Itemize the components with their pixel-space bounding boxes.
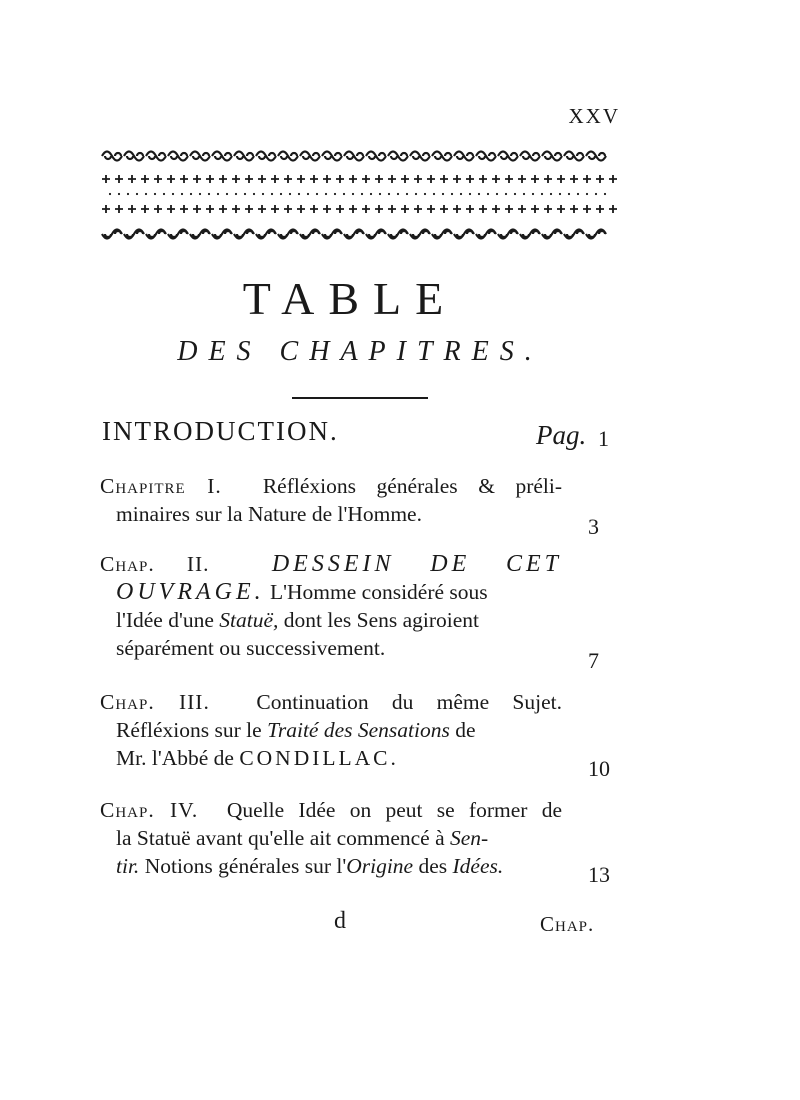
ornament-scroll <box>366 152 386 161</box>
ornament-dot <box>433 193 435 195</box>
ornament-scroll <box>234 230 254 239</box>
ornament-scroll <box>190 230 210 239</box>
ornament-cross <box>440 175 448 183</box>
ornament-dot <box>208 193 210 195</box>
ornament-cross <box>544 205 552 213</box>
ornament-cross <box>583 205 591 213</box>
chapter-line <box>100 716 562 744</box>
title-rule <box>292 397 428 399</box>
chapter-line <box>100 688 562 716</box>
ornament-cross <box>466 175 474 183</box>
ornament-dot <box>514 193 516 195</box>
ornament-cross <box>128 205 136 213</box>
ornament-scroll <box>388 152 408 161</box>
ornament-dot <box>424 193 426 195</box>
ornament-dot <box>307 193 309 195</box>
ornament-dot <box>226 193 228 195</box>
ornament-cross <box>518 205 526 213</box>
ornament-dot <box>541 193 543 195</box>
ornament-dot <box>217 193 219 195</box>
chapter-text: OUVRAGE. <box>116 579 265 605</box>
chapter-text: de <box>455 718 476 742</box>
ornament-cross <box>544 175 552 183</box>
ornament-cross <box>206 205 214 213</box>
ornament-cross <box>583 175 591 183</box>
ornament-scroll <box>432 230 452 239</box>
ornament-cross <box>310 205 318 213</box>
ornament-scroll <box>190 152 210 161</box>
ornament-cross <box>596 205 604 213</box>
ornament-dot <box>154 193 156 195</box>
ornament-cross <box>115 205 123 213</box>
ornament-cross <box>492 175 500 183</box>
ornament-cross <box>375 175 383 183</box>
ornament-dot <box>145 193 147 195</box>
ornament-cross <box>518 175 526 183</box>
chapter-line <box>100 472 562 500</box>
ornament-dot <box>289 193 291 195</box>
ornament-dot <box>415 193 417 195</box>
ornament-dot <box>253 193 255 195</box>
ornament-cross <box>180 175 188 183</box>
page-subtitle: DES CHAPITRES. <box>177 336 543 367</box>
ornament-cross <box>245 205 253 213</box>
chapter-entry <box>100 550 562 662</box>
ornament-dot <box>298 193 300 195</box>
ornament-dot <box>595 193 597 195</box>
ornament-cross <box>323 205 331 213</box>
ornament-cross <box>492 205 500 213</box>
ornament-cross <box>193 205 201 213</box>
chapter-text: tir. <box>116 854 140 878</box>
ornament-dot <box>199 193 201 195</box>
ornament-dot <box>487 193 489 195</box>
ornament-cross <box>570 205 578 213</box>
ornament-cross <box>336 205 344 213</box>
ornament-cross <box>414 205 422 213</box>
ornament-dot <box>460 193 462 195</box>
ornament-cross <box>219 175 227 183</box>
ornament-dot <box>127 193 129 195</box>
ornament-dot <box>496 193 498 195</box>
chapter-text: Réfléxions générales & préli- <box>262 474 563 498</box>
ornament-cross <box>284 175 292 183</box>
ornament-scroll <box>124 230 144 239</box>
chapter-line <box>100 634 562 662</box>
ornament-cross <box>479 205 487 213</box>
ornament-dot <box>586 193 588 195</box>
ornament-dot <box>343 193 345 195</box>
ornament-cross <box>258 205 266 213</box>
ornament-dot <box>604 193 606 195</box>
ornament-cross <box>557 175 565 183</box>
ornament-dot <box>163 193 165 195</box>
chapter-text: minaires sur la Nature de l'Homme. <box>116 502 422 526</box>
ornament-scroll <box>322 230 342 239</box>
chapter-line <box>100 824 562 852</box>
ornament-dot <box>577 193 579 195</box>
ornament-cross <box>505 205 513 213</box>
chapter-text: Réfléxions sur le <box>116 718 262 742</box>
ornament-cross <box>427 205 435 213</box>
ornament-cross <box>401 205 409 213</box>
page-folio: XXV <box>568 104 620 128</box>
chapter-text: Origine <box>346 854 414 878</box>
ornament-dot <box>325 193 327 195</box>
ornament-scroll <box>102 152 122 161</box>
chapter-text: Idées. <box>452 854 504 878</box>
ornament-cross <box>141 175 149 183</box>
ornament-dot <box>406 193 408 195</box>
ornament-scroll <box>586 152 606 161</box>
ornament-cross <box>505 175 513 183</box>
ornament-scroll <box>586 230 606 239</box>
ornament-cross <box>336 175 344 183</box>
ornament-cross <box>167 205 175 213</box>
ornament-cross <box>596 175 604 183</box>
ornament-scroll <box>212 230 232 239</box>
ornament-scroll <box>520 152 540 161</box>
ornament-cross <box>349 205 357 213</box>
ornament-dot <box>316 193 318 195</box>
chapter-line <box>100 578 562 606</box>
ornament-dot <box>379 193 381 195</box>
ornament-cross <box>141 205 149 213</box>
ornament-cross <box>557 205 565 213</box>
chapter-line <box>100 550 562 578</box>
chapter-page-number: 7 <box>588 648 599 673</box>
ornament-dot <box>469 193 471 195</box>
ornament-scroll <box>410 152 430 161</box>
ornament-dot <box>352 193 354 195</box>
ornament-cross <box>297 205 305 213</box>
ornament-dot <box>388 193 390 195</box>
chapter-text: l'Idée d'une <box>116 608 214 632</box>
pag-label: Pag. <box>536 420 587 450</box>
ornament-dot <box>262 193 264 195</box>
catchword: Chap. <box>540 912 595 936</box>
chapter-label: Chapitre I. <box>100 474 222 498</box>
chapter-text: séparément ou successivement. <box>116 636 386 660</box>
ornament-cross <box>440 205 448 213</box>
chapter-line <box>100 500 562 528</box>
chapter-text: la Statuë avant qu'elle ait commencé à <box>116 826 445 850</box>
ornament-scroll <box>498 230 518 239</box>
ornament-cross <box>232 175 240 183</box>
ornament-cross <box>531 175 539 183</box>
chapter-text: Quelle Idée on peut se former de <box>226 798 562 822</box>
chapter-text: Sen- <box>450 826 489 850</box>
chapter-page-number: 10 <box>588 756 610 781</box>
ornament-dot <box>451 193 453 195</box>
ornament-scroll <box>124 152 144 161</box>
chapter-text: Statuë, <box>219 608 279 632</box>
ornamental-headpiece <box>100 142 618 248</box>
ornament-dot <box>568 193 570 195</box>
chapter-entry <box>100 796 562 880</box>
ornament-cross <box>388 175 396 183</box>
ornament-cross <box>154 175 162 183</box>
ornament-scroll <box>212 152 232 161</box>
chapter-text: Continuation du même Sujet. <box>256 690 563 714</box>
ornament-dot <box>478 193 480 195</box>
ornament-cross <box>115 175 123 183</box>
chapter-label: Chap. IV. <box>100 798 199 822</box>
ornament-cross <box>609 205 617 213</box>
ornament-scroll <box>168 230 188 239</box>
ornament-dot <box>280 193 282 195</box>
chapter-entry <box>100 688 562 772</box>
ornament-cross <box>453 205 461 213</box>
ornament-dot <box>397 193 399 195</box>
ornament-dot <box>118 193 120 195</box>
ornament-cross <box>128 175 136 183</box>
chapter-label: Chap. II. <box>100 552 210 576</box>
ornament-dot <box>361 193 363 195</box>
ornament-scroll <box>564 152 584 161</box>
ornament-scroll <box>344 230 364 239</box>
ornament-cross <box>284 205 292 213</box>
chapter-text: Mr. l'Abbé de <box>116 746 234 770</box>
ornament-dot <box>109 193 111 195</box>
ornament-scroll <box>476 230 496 239</box>
ornament-cross <box>362 175 370 183</box>
ornament-cross <box>180 205 188 213</box>
ornament-scroll <box>322 152 342 161</box>
chapter-text: dont les Sens agiroient <box>283 608 480 632</box>
ornament-cross <box>323 175 331 183</box>
ornament-dot <box>505 193 507 195</box>
chapter-line <box>100 606 562 634</box>
ornament-dot <box>235 193 237 195</box>
ornament-cross <box>102 205 110 213</box>
ornament-scroll <box>498 152 518 161</box>
chapter-line <box>100 796 562 824</box>
ornament-cross <box>167 175 175 183</box>
ornament-cross <box>362 205 370 213</box>
ornament-scroll <box>256 230 276 239</box>
chapter-line <box>100 744 562 772</box>
ornament-cross <box>102 175 110 183</box>
chapter-line <box>100 852 562 880</box>
ornament-scroll <box>256 152 276 161</box>
ornament-cross <box>206 175 214 183</box>
ornament-cross <box>154 205 162 213</box>
chapter-entry <box>100 472 562 528</box>
ornament-dot <box>271 193 273 195</box>
ornament-cross <box>193 175 201 183</box>
chapter-text: Traité des Sensations <box>267 718 450 742</box>
ornament-cross <box>479 175 487 183</box>
chapter-page-number: 3 <box>588 514 599 539</box>
introduction-page-number: 1 <box>598 426 609 451</box>
ornament-dot <box>181 193 183 195</box>
ornament-cross <box>297 175 305 183</box>
ornament-cross <box>258 175 266 183</box>
chapter-text: Notions générales sur l' <box>144 854 347 878</box>
chapter-text: DESSEIN DE CET <box>271 551 563 577</box>
ornament-scroll <box>344 152 364 161</box>
chapter-text: CONDILLAC. <box>239 746 399 770</box>
ornament-scroll <box>542 230 562 239</box>
ornament-scroll <box>564 230 584 239</box>
ornament-scroll <box>278 230 298 239</box>
ornament-dot <box>334 193 336 195</box>
signature-mark: d <box>334 908 346 934</box>
ornament-cross <box>609 175 617 183</box>
ornament-scroll <box>410 230 430 239</box>
ornament-scroll <box>102 230 122 239</box>
ornament-scroll <box>454 152 474 161</box>
ornament-cross <box>219 205 227 213</box>
ornament-dot <box>559 193 561 195</box>
ornament-cross <box>427 175 435 183</box>
ornament-scroll <box>278 152 298 161</box>
ornament-scroll <box>520 230 540 239</box>
ornament-dot <box>136 193 138 195</box>
chapter-label: Chap. III. <box>100 690 210 714</box>
ornament-dot <box>370 193 372 195</box>
ornament-scroll <box>388 230 408 239</box>
chapter-text: L'Homme considéré sous <box>270 580 488 604</box>
ornament-scroll <box>542 152 562 161</box>
ornament-scroll <box>168 152 188 161</box>
ornament-scroll <box>300 152 320 161</box>
ornament-dot <box>532 193 534 195</box>
ornament-dot <box>244 193 246 195</box>
ornament-cross <box>531 205 539 213</box>
ornament-dot <box>172 193 174 195</box>
ornament-scroll <box>454 230 474 239</box>
ornament-cross <box>310 175 318 183</box>
ornament-cross <box>570 175 578 183</box>
ornament-dot <box>550 193 552 195</box>
chapter-page-number: 13 <box>588 862 610 887</box>
ornament-cross <box>271 175 279 183</box>
ornament-scroll <box>476 152 496 161</box>
ornament-cross <box>388 205 396 213</box>
ornament-cross <box>245 175 253 183</box>
ornament-cross <box>271 205 279 213</box>
ornament-scroll <box>234 152 254 161</box>
ornament-scroll <box>146 230 166 239</box>
ornament-cross <box>466 205 474 213</box>
introduction-entry: INTRODUCTION. <box>102 416 339 446</box>
ornament-cross <box>349 175 357 183</box>
ornament-scroll <box>146 152 166 161</box>
page-title: TABLE <box>242 273 458 324</box>
chapter-text: des <box>418 854 448 878</box>
ornament-cross <box>232 205 240 213</box>
ornament-scroll <box>432 152 452 161</box>
ornament-cross <box>401 175 409 183</box>
ornament-cross <box>414 175 422 183</box>
ornament-cross <box>453 175 461 183</box>
ornament-dot <box>442 193 444 195</box>
ornament-dot <box>190 193 192 195</box>
ornament-dot <box>523 193 525 195</box>
ornament-scroll <box>300 230 320 239</box>
ornament-scroll <box>366 230 386 239</box>
ornament-cross <box>375 205 383 213</box>
